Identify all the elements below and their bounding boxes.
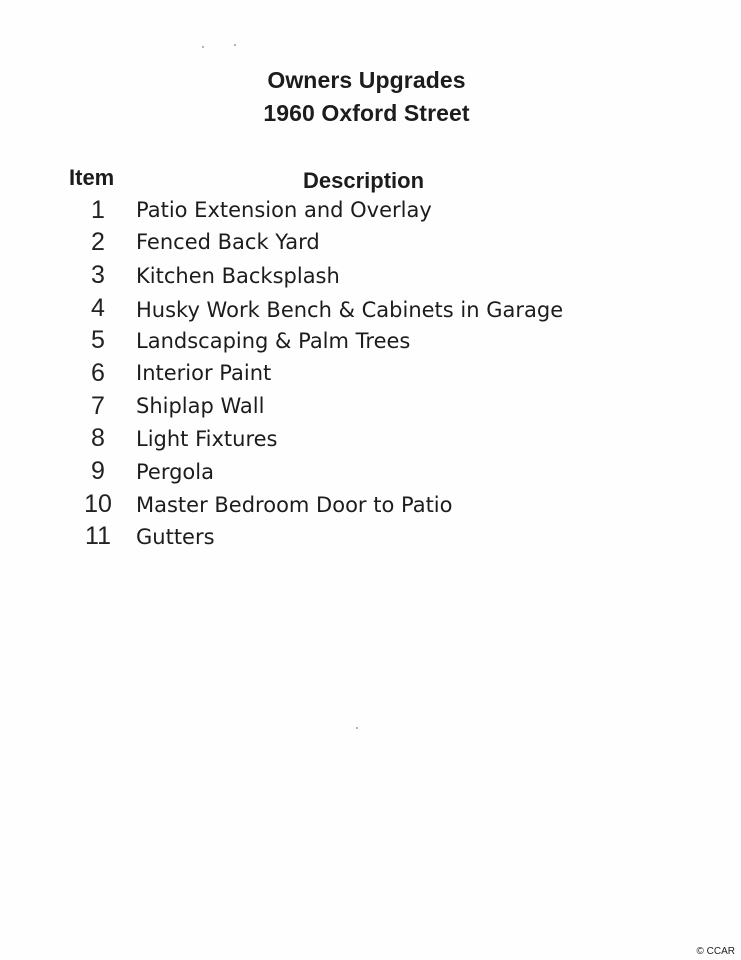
- description-column-header: Description: [303, 168, 425, 193]
- scan-speck: [356, 727, 358, 729]
- item-number: 9: [91, 457, 105, 485]
- item-description: Patio Extension and Overlay: [136, 198, 432, 222]
- property-address: 1960 Oxford Street: [263, 100, 470, 126]
- document-title: Owners Upgrades: [267, 67, 466, 93]
- item-description: Gutters: [136, 525, 215, 549]
- item-description: Fenced Back Yard: [136, 230, 320, 254]
- item-description: Interior Paint: [136, 361, 272, 385]
- item-description: Husky Work Bench & Cabinets in Garage: [136, 298, 564, 322]
- item-number: 7: [91, 392, 105, 420]
- item-description: Kitchen Backsplash: [136, 264, 340, 288]
- item-number: 11: [85, 522, 111, 550]
- item-column-header: Item: [69, 165, 115, 190]
- scan-speck: [234, 44, 236, 46]
- item-description: Landscaping & Palm Trees: [136, 329, 411, 353]
- item-description: Pergola: [136, 460, 214, 484]
- item-number: 2: [91, 228, 105, 256]
- copyright-notice: © CCAR: [696, 946, 735, 957]
- item-number: 3: [91, 261, 105, 289]
- item-number: 4: [91, 294, 105, 322]
- item-description: Light Fixtures: [136, 427, 278, 451]
- item-number: 6: [91, 359, 105, 387]
- item-number: 8: [91, 424, 105, 452]
- item-number: 1: [91, 196, 105, 224]
- item-description: Shiplap Wall: [136, 394, 265, 418]
- item-number: 10: [84, 490, 112, 518]
- scan-speck: [202, 46, 204, 48]
- item-number: 5: [91, 326, 105, 354]
- item-description: Master Bedroom Door to Patio: [136, 493, 453, 517]
